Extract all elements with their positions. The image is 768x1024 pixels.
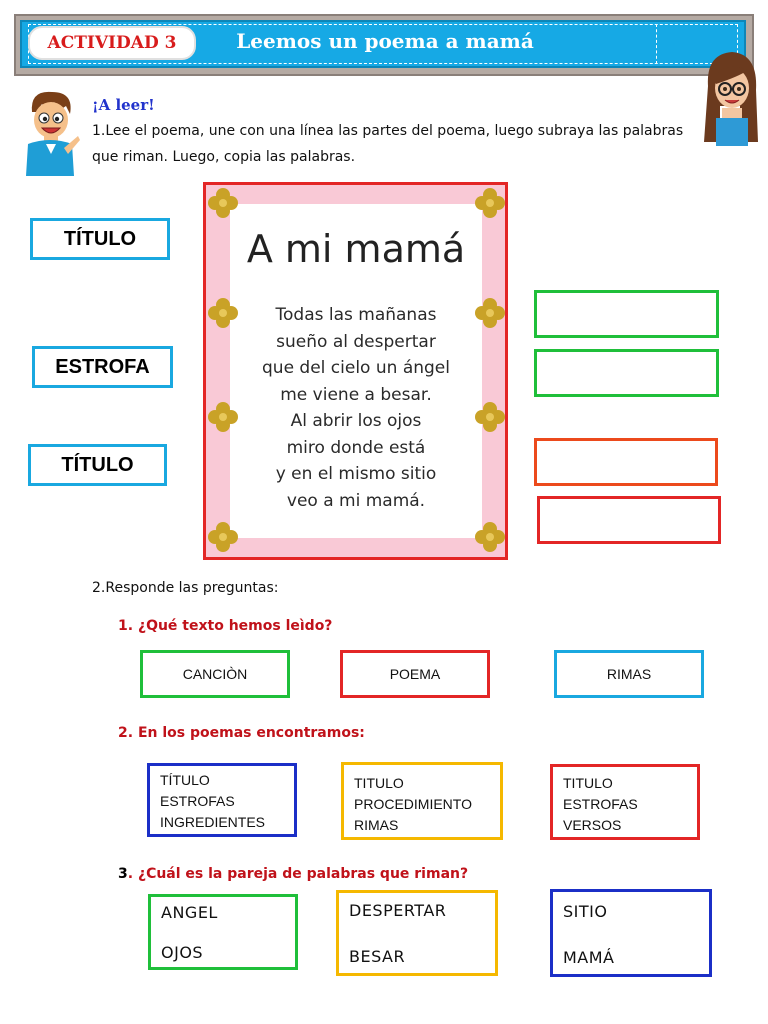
poem-line: Al abrir los ojos [290,411,422,431]
answer-box-green-1[interactable] [534,290,719,338]
poem-line: sueño al despertar [276,331,436,352]
poem-line: que del cielo un ángel [262,358,450,378]
question-1 [118,618,332,634]
q1-option-1[interactable]: CANCIÒN [140,650,290,698]
option-item: TITULO [563,775,613,791]
option-item: VERSOS [563,817,622,833]
poem-line: miro donde está [286,437,426,458]
flower-icon [473,520,507,554]
flower-icon [206,520,240,554]
activity-label: ACTIVIDAD 3 [28,26,196,60]
instruction-text: 1.Lee el poema, une con una línea las partes del poema, luego subraya las palabras que riman. Luego, copia las palabras. [92,123,684,165]
question-3 [118,866,468,882]
answer-box-red-1[interactable] [534,438,718,486]
option-item: ESTROFAS [563,796,638,812]
page-title: Leemos un poema a mamá [236,29,534,53]
label-titulo-1: TÍTULO [30,218,170,260]
poem-line: Todas las mañanas [275,305,437,325]
label-estrofa: ESTROFA [32,346,173,388]
option-item: BESAR [349,947,406,966]
option-item: SITIO [563,902,608,921]
option-item: TITULO [354,775,404,791]
question-number: 2 [118,725,128,741]
instruction-lead: ¡A leer! [92,96,155,114]
option-item: RIMAS [354,817,399,833]
boy-illustration-icon [20,88,80,176]
poem-line: y en el mismo sitio [275,464,437,484]
poem-line: veo a mi mamá. [286,490,426,511]
option-item: INGREDIENTES [160,814,266,830]
question-number: 1 [118,618,128,634]
q3-option-2[interactable] [336,890,498,976]
question-2 [118,725,365,741]
q1-option-2[interactable]: POEMA [340,650,490,698]
q3-option-1[interactable] [148,894,298,970]
section-heading: 2.Responde las preguntas: [92,580,279,596]
q1-option-3[interactable]: RIMAS [554,650,704,698]
option-item: ANGEL [161,903,218,922]
q3-option-3[interactable] [550,889,712,977]
poem-line: me viene a besar. [280,384,432,405]
option-item: TÍTULO [160,772,210,788]
poem-title: A mi mamá [246,227,466,271]
question-text: . ¿Cuál es la pareja de palabras que riman? [127,866,469,882]
option-item: DESPERTAR [349,901,447,920]
q2-option-3[interactable] [550,764,700,840]
q2-option-1[interactable] [147,763,297,837]
banner-divider [656,24,657,64]
question-number: 3 [118,866,128,882]
label-titulo-2: TÍTULO [28,444,167,486]
option-item: PROCEDIMIENTO [354,796,472,812]
option-item: MAMÁ [563,948,615,967]
answer-box-green-2[interactable] [534,349,719,397]
question-text: . En los poemas encontramos: [127,725,365,741]
poem-stanza [230,302,482,514]
answer-box-red-2[interactable] [537,496,721,544]
q2-option-2[interactable] [341,762,503,840]
option-item: ESTROFAS [160,793,235,809]
option-item: OJOS [161,943,204,962]
question-text: . ¿Qué texto hemos leìdo? [127,618,333,634]
